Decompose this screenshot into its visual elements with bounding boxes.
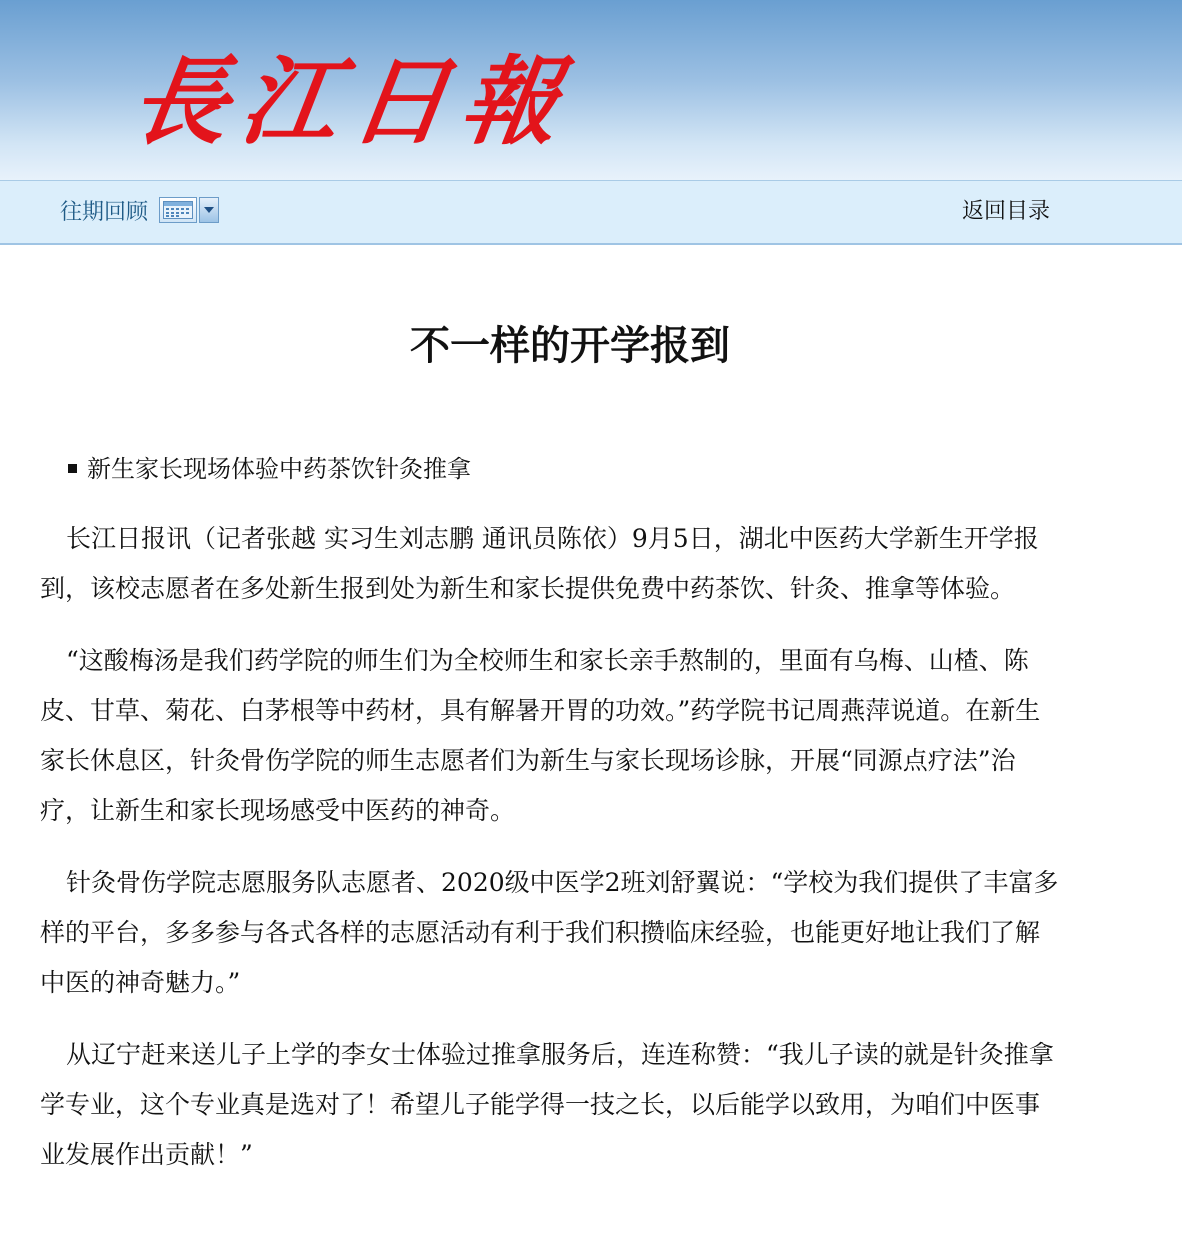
newspaper-logo[interactable]: 長江日報 — [124, 45, 581, 158]
article-body — [40, 514, 1060, 1202]
calendar-icon — [163, 201, 193, 219]
article-title: 不一样的开学报到 — [410, 323, 730, 369]
article-subtitle — [68, 451, 471, 487]
header-banner — [0, 0, 1182, 180]
article-paragraph: 长江日报讯（记者张越 实习生刘志鹏 通讯员陈依）9月5日，湖北中医药大学新生开学报到，该校志愿者在多处新生报到处为新生和家长提供免费中药茶饮、针灸、推拿等体验。 — [40, 524, 1039, 603]
chevron-down-icon — [204, 207, 214, 213]
subtitle-text: 新生家长现场体验中药茶饮针灸推拿 — [87, 455, 471, 483]
date-dropdown-button[interactable] — [199, 197, 219, 223]
article-paragraph: 从辽宁赶来送儿子上学的李女士体验过推拿服务后，连连称赞：“我儿子读的就是针灸推拿学专业，这个专业真是选对了！希望儿子能学得一技之长，以后能学以致用，为咱们中医事业发展作出贡献！” — [40, 1040, 1054, 1169]
bullet-square-icon — [68, 464, 77, 473]
past-issues-link[interactable]: 往期回顾 — [60, 200, 149, 225]
article-paragraph: “这酸梅汤是我们药学院的师生们为全校师生和家长亲手熬制的，里面有乌梅、山楂、陈皮、甘草、菊花、白茅根等中药材，具有解暑开胃的功效。”药学院书记周燕萍说道。在新生家长休息区，针灸骨伤学院的师生志愿者们为新生与家长现场诊脉，开展“同源点疗法”治疗，让新生和家长现场感受中医药的神奇。 — [40, 646, 1041, 825]
article-paragraph: 针灸骨伤学院志愿服务队志愿者、2020级中医学2班刘舒翼说：“学校为我们提供了丰富多样的平台，多多参与各式各样的志愿活动有利于我们积攒临床经验，也能更好地让我们了解中医的神奇魅力。” — [40, 868, 1059, 997]
back-to-contents-link[interactable]: 返回目录 — [962, 199, 1051, 224]
calendar-button[interactable] — [159, 197, 197, 223]
